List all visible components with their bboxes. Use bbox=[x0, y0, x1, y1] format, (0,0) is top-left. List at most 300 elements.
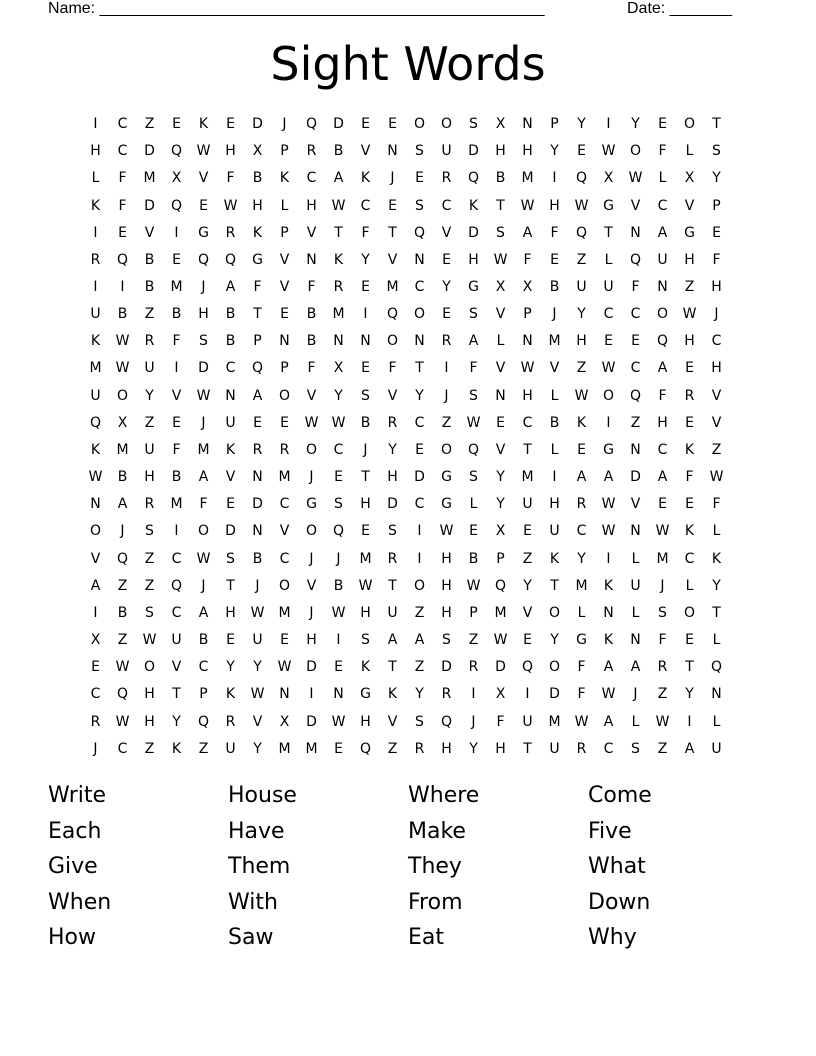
grid-letter[interactable]: R bbox=[306, 143, 317, 160]
grid-letter[interactable]: J bbox=[309, 550, 314, 567]
grid-letter[interactable]: M bbox=[548, 713, 561, 730]
grid-letter[interactable]: H bbox=[468, 251, 479, 268]
grid-letter[interactable]: W bbox=[493, 632, 508, 649]
grid-letter[interactable]: I bbox=[417, 523, 422, 540]
grid-letter[interactable]: B bbox=[171, 306, 182, 323]
grid-letter[interactable]: S bbox=[631, 740, 640, 757]
grid-letter[interactable]: O bbox=[629, 143, 642, 160]
grid-letter[interactable]: E bbox=[172, 251, 181, 268]
grid-letter[interactable]: K bbox=[576, 414, 587, 431]
grid-letter[interactable]: K bbox=[171, 740, 182, 757]
grid-letter[interactable]: Z bbox=[711, 441, 722, 458]
grid-letter[interactable]: M bbox=[116, 441, 129, 458]
grid-letter[interactable]: H bbox=[549, 197, 560, 214]
grid-letter[interactable]: B bbox=[117, 469, 128, 486]
grid-letter[interactable]: C bbox=[198, 659, 209, 676]
grid-letter[interactable]: H bbox=[441, 550, 452, 567]
grid-letter[interactable]: I bbox=[120, 279, 125, 296]
grid-letter[interactable]: P bbox=[496, 550, 505, 567]
grid-letter[interactable]: Z bbox=[414, 604, 425, 621]
grid-letter[interactable]: R bbox=[414, 740, 425, 757]
grid-letter[interactable]: R bbox=[333, 279, 344, 296]
grid-letter[interactable]: U bbox=[549, 523, 560, 540]
grid-letter[interactable]: R bbox=[684, 387, 695, 404]
grid-letter[interactable]: T bbox=[361, 469, 370, 486]
grid-letter[interactable]: C bbox=[414, 414, 425, 431]
grid-letter[interactable]: W bbox=[223, 197, 238, 214]
grid-letter[interactable]: D bbox=[495, 659, 506, 676]
grid-letter[interactable]: Q bbox=[629, 387, 642, 404]
grid-letter[interactable]: Z bbox=[576, 251, 587, 268]
grid-letter[interactable]: H bbox=[90, 143, 101, 160]
grid-letter[interactable]: J bbox=[201, 414, 206, 431]
grid-letter[interactable]: Z bbox=[441, 414, 452, 431]
grid-letter[interactable]: I bbox=[606, 414, 611, 431]
grid-letter[interactable]: C bbox=[414, 279, 425, 296]
grid-letter[interactable]: H bbox=[657, 414, 668, 431]
grid-letter[interactable]: L bbox=[280, 197, 289, 214]
grid-letter[interactable]: H bbox=[198, 306, 209, 323]
name-blank[interactable]: __________________________________________________ bbox=[99, 0, 545, 17]
grid-letter[interactable]: Q bbox=[170, 143, 183, 160]
grid-letter[interactable]: X bbox=[90, 632, 101, 649]
grid-letter[interactable]: L bbox=[712, 523, 721, 540]
grid-letter[interactable]: J bbox=[471, 713, 476, 730]
grid-letter[interactable]: T bbox=[253, 306, 262, 323]
grid-letter[interactable]: C bbox=[279, 550, 290, 567]
grid-letter[interactable]: J bbox=[336, 550, 341, 567]
grid-letter[interactable]: Y bbox=[577, 116, 586, 133]
grid-letter[interactable]: A bbox=[657, 360, 668, 377]
grid-letter[interactable]: F bbox=[631, 279, 640, 296]
grid-letter[interactable]: C bbox=[522, 414, 533, 431]
grid-letter[interactable]: I bbox=[93, 224, 98, 241]
name-field[interactable] bbox=[48, 0, 545, 18]
grid-letter[interactable]: W bbox=[655, 713, 670, 730]
grid-letter[interactable]: W bbox=[304, 414, 319, 431]
grid-letter[interactable]: K bbox=[198, 116, 209, 133]
grid-letter[interactable]: F bbox=[658, 387, 667, 404]
grid-letter[interactable]: T bbox=[523, 740, 532, 757]
grid-letter[interactable]: H bbox=[441, 577, 452, 594]
grid-letter[interactable]: Z bbox=[630, 414, 641, 431]
grid-letter[interactable]: G bbox=[441, 496, 452, 513]
grid-letter[interactable]: U bbox=[387, 604, 398, 621]
grid-letter[interactable]: W bbox=[493, 251, 508, 268]
grid-letter[interactable]: M bbox=[197, 441, 210, 458]
grid-letter[interactable]: E bbox=[334, 740, 343, 757]
grid-letter[interactable]: K bbox=[684, 523, 695, 540]
grid-letter[interactable]: P bbox=[253, 333, 262, 350]
grid-letter[interactable]: J bbox=[93, 740, 98, 757]
grid-letter[interactable]: O bbox=[305, 523, 318, 540]
grid-letter[interactable]: E bbox=[334, 659, 343, 676]
grid-letter[interactable]: M bbox=[332, 306, 345, 323]
grid-letter[interactable]: Q bbox=[521, 659, 534, 676]
grid-letter[interactable]: K bbox=[279, 170, 290, 187]
grid-letter[interactable]: O bbox=[440, 116, 453, 133]
grid-letter[interactable]: W bbox=[601, 523, 616, 540]
grid-letter[interactable]: A bbox=[198, 604, 209, 621]
grid-letter[interactable]: G bbox=[198, 224, 209, 241]
grid-letter[interactable]: Q bbox=[575, 170, 588, 187]
grid-letter[interactable]: U bbox=[171, 632, 182, 649]
grid-letter[interactable]: V bbox=[198, 170, 209, 187]
grid-letter[interactable]: Q bbox=[440, 713, 453, 730]
grid-letter[interactable]: H bbox=[711, 360, 722, 377]
grid-letter[interactable]: J bbox=[714, 306, 719, 323]
grid-letter[interactable]: S bbox=[469, 306, 478, 323]
grid-letter[interactable]: X bbox=[684, 170, 695, 187]
grid-letter[interactable]: H bbox=[225, 604, 236, 621]
grid-letter[interactable]: E bbox=[226, 496, 235, 513]
grid-letter[interactable]: O bbox=[548, 604, 561, 621]
grid-letter[interactable]: S bbox=[145, 523, 154, 540]
grid-letter[interactable]: E bbox=[118, 224, 127, 241]
grid-letter[interactable]: E bbox=[631, 333, 640, 350]
grid-letter[interactable]: B bbox=[549, 279, 560, 296]
grid-letter[interactable]: F bbox=[307, 360, 316, 377]
grid-letter[interactable]: W bbox=[331, 604, 346, 621]
grid-letter[interactable]: O bbox=[197, 523, 210, 540]
grid-letter[interactable]: A bbox=[414, 632, 425, 649]
grid-letter[interactable]: A bbox=[252, 387, 263, 404]
grid-letter[interactable]: B bbox=[171, 469, 182, 486]
grid-letter[interactable]: H bbox=[495, 740, 506, 757]
grid-letter[interactable]: V bbox=[171, 387, 182, 404]
grid-letter[interactable]: I bbox=[93, 279, 98, 296]
grid-letter[interactable]: F bbox=[388, 360, 397, 377]
grid-letter[interactable]: W bbox=[115, 333, 130, 350]
grid-letter[interactable]: V bbox=[711, 414, 722, 431]
grid-letter[interactable]: Q bbox=[467, 170, 480, 187]
grid-letter[interactable]: I bbox=[174, 523, 179, 540]
grid-letter[interactable]: B bbox=[252, 170, 263, 187]
grid-letter[interactable]: U bbox=[630, 577, 641, 594]
grid-letter[interactable]: W bbox=[196, 387, 211, 404]
grid-letter[interactable]: A bbox=[117, 496, 128, 513]
grid-letter[interactable]: K bbox=[603, 632, 614, 649]
grid-letter[interactable]: H bbox=[306, 632, 317, 649]
grid-letter[interactable]: D bbox=[252, 496, 263, 513]
grid-letter[interactable]: R bbox=[468, 659, 479, 676]
grid-letter[interactable]: O bbox=[548, 659, 561, 676]
grid-letter[interactable]: W bbox=[520, 197, 535, 214]
grid-letter[interactable]: Q bbox=[656, 333, 669, 350]
grid-letter[interactable]: X bbox=[495, 523, 506, 540]
grid-letter[interactable]: I bbox=[93, 604, 98, 621]
grid-letter[interactable]: I bbox=[606, 550, 611, 567]
grid-letter[interactable]: Y bbox=[334, 387, 343, 404]
grid-letter[interactable]: D bbox=[306, 713, 317, 730]
grid-letter[interactable]: D bbox=[144, 143, 155, 160]
grid-letter[interactable]: D bbox=[306, 659, 317, 676]
grid-letter[interactable]: E bbox=[361, 279, 370, 296]
grid-letter[interactable]: B bbox=[360, 414, 371, 431]
grid-letter[interactable]: B bbox=[225, 306, 236, 323]
grid-letter[interactable]: W bbox=[574, 197, 589, 214]
grid-letter[interactable]: P bbox=[523, 306, 532, 323]
grid-letter[interactable]: V bbox=[144, 224, 155, 241]
grid-letter[interactable]: L bbox=[550, 441, 559, 458]
grid-letter[interactable]: Q bbox=[116, 251, 129, 268]
grid-letter[interactable]: N bbox=[387, 143, 398, 160]
grid-letter[interactable]: B bbox=[468, 550, 479, 567]
grid-letter[interactable]: H bbox=[684, 251, 695, 268]
grid-letter[interactable]: J bbox=[633, 686, 638, 703]
grid-letter[interactable]: X bbox=[333, 360, 344, 377]
grid-letter[interactable]: H bbox=[576, 333, 587, 350]
grid-letter[interactable]: U bbox=[522, 496, 533, 513]
grid-letter[interactable]: D bbox=[441, 659, 452, 676]
grid-letter[interactable]: G bbox=[576, 632, 587, 649]
grid-letter[interactable]: W bbox=[358, 577, 373, 594]
grid-letter[interactable]: I bbox=[471, 686, 476, 703]
grid-letter[interactable]: V bbox=[279, 279, 290, 296]
grid-letter[interactable]: G bbox=[360, 686, 371, 703]
grid-letter[interactable]: K bbox=[684, 441, 695, 458]
grid-letter[interactable]: D bbox=[468, 224, 479, 241]
grid-letter[interactable]: U bbox=[711, 740, 722, 757]
grid-letter[interactable]: J bbox=[660, 577, 665, 594]
grid-letter[interactable]: T bbox=[388, 577, 397, 594]
grid-letter[interactable]: V bbox=[279, 523, 290, 540]
grid-letter[interactable]: X bbox=[603, 170, 614, 187]
grid-letter[interactable]: R bbox=[576, 496, 587, 513]
date-blank[interactable]: _______ bbox=[669, 0, 732, 17]
grid-letter[interactable]: K bbox=[90, 441, 101, 458]
grid-letter[interactable]: G bbox=[603, 197, 614, 214]
grid-letter[interactable]: S bbox=[388, 523, 397, 540]
grid-letter[interactable]: N bbox=[522, 116, 533, 133]
grid-letter[interactable]: Q bbox=[116, 550, 129, 567]
grid-letter[interactable]: U bbox=[603, 279, 614, 296]
grid-letter[interactable]: W bbox=[331, 414, 346, 431]
grid-letter[interactable]: E bbox=[685, 360, 694, 377]
grid-letter[interactable]: G bbox=[603, 441, 614, 458]
grid-letter[interactable]: U bbox=[225, 740, 236, 757]
grid-letter[interactable]: X bbox=[495, 116, 506, 133]
grid-letter[interactable]: U bbox=[90, 387, 101, 404]
grid-letter[interactable]: O bbox=[656, 306, 669, 323]
grid-letter[interactable]: E bbox=[469, 523, 478, 540]
grid-letter[interactable]: O bbox=[413, 116, 426, 133]
grid-letter[interactable]: U bbox=[441, 143, 452, 160]
grid-letter[interactable]: V bbox=[630, 197, 641, 214]
grid-letter[interactable]: Q bbox=[413, 224, 426, 241]
grid-letter[interactable]: C bbox=[117, 116, 128, 133]
grid-letter[interactable]: V bbox=[171, 659, 182, 676]
grid-letter[interactable]: W bbox=[142, 632, 157, 649]
grid-letter[interactable]: N bbox=[414, 333, 425, 350]
grid-letter[interactable]: C bbox=[657, 441, 668, 458]
grid-letter[interactable]: V bbox=[387, 387, 398, 404]
grid-letter[interactable]: W bbox=[196, 143, 211, 160]
grid-letter[interactable]: W bbox=[196, 550, 211, 567]
grid-letter[interactable]: X bbox=[171, 170, 182, 187]
grid-letter[interactable]: E bbox=[280, 632, 289, 649]
grid-letter[interactable]: E bbox=[361, 523, 370, 540]
grid-letter[interactable]: Q bbox=[710, 659, 723, 676]
grid-letter[interactable]: N bbox=[711, 686, 722, 703]
grid-letter[interactable]: U bbox=[576, 279, 587, 296]
grid-letter[interactable]: M bbox=[278, 740, 291, 757]
grid-letter[interactable]: F bbox=[550, 224, 559, 241]
grid-letter[interactable]: Y bbox=[172, 713, 181, 730]
grid-letter[interactable]: R bbox=[225, 713, 236, 730]
grid-letter[interactable]: V bbox=[90, 550, 101, 567]
grid-letter[interactable]: J bbox=[309, 604, 314, 621]
grid-letter[interactable]: J bbox=[309, 469, 314, 486]
grid-letter[interactable]: H bbox=[360, 496, 371, 513]
grid-letter[interactable]: M bbox=[359, 550, 372, 567]
grid-letter[interactable]: Z bbox=[198, 740, 209, 757]
grid-letter[interactable]: R bbox=[657, 659, 668, 676]
grid-letter[interactable]: Q bbox=[575, 224, 588, 241]
grid-letter[interactable]: R bbox=[144, 496, 155, 513]
grid-letter[interactable]: X bbox=[279, 713, 290, 730]
grid-letter[interactable]: L bbox=[469, 496, 478, 513]
grid-letter[interactable]: Q bbox=[629, 251, 642, 268]
grid-letter[interactable]: E bbox=[442, 306, 451, 323]
grid-letter[interactable]: D bbox=[252, 116, 263, 133]
grid-letter[interactable]: E bbox=[388, 197, 397, 214]
grid-letter[interactable]: W bbox=[88, 469, 103, 486]
grid-letter[interactable]: C bbox=[117, 143, 128, 160]
grid-letter[interactable]: H bbox=[225, 143, 236, 160]
grid-letter[interactable]: C bbox=[441, 197, 452, 214]
grid-letter[interactable]: L bbox=[631, 604, 640, 621]
grid-letter[interactable]: I bbox=[417, 550, 422, 567]
grid-letter[interactable]: N bbox=[630, 523, 641, 540]
grid-letter[interactable]: O bbox=[683, 604, 696, 621]
grid-letter[interactable]: B bbox=[117, 306, 128, 323]
grid-letter[interactable]: Y bbox=[685, 686, 694, 703]
grid-letter[interactable]: I bbox=[174, 360, 179, 377]
grid-letter[interactable]: L bbox=[712, 632, 721, 649]
grid-letter[interactable]: F bbox=[172, 333, 181, 350]
grid-letter[interactable]: M bbox=[170, 279, 183, 296]
grid-letter[interactable]: R bbox=[90, 713, 101, 730]
grid-letter[interactable]: V bbox=[495, 441, 506, 458]
grid-letter[interactable]: A bbox=[576, 469, 587, 486]
grid-letter[interactable]: D bbox=[630, 469, 641, 486]
grid-letter[interactable]: F bbox=[469, 360, 478, 377]
grid-letter[interactable]: H bbox=[549, 496, 560, 513]
grid-letter[interactable]: Y bbox=[226, 659, 235, 676]
grid-letter[interactable]: P bbox=[550, 116, 559, 133]
grid-letter[interactable]: K bbox=[90, 197, 101, 214]
grid-letter[interactable]: Q bbox=[89, 414, 102, 431]
grid-letter[interactable]: P bbox=[712, 197, 721, 214]
grid-letter[interactable]: A bbox=[684, 740, 695, 757]
grid-letter[interactable]: T bbox=[226, 577, 235, 594]
grid-letter[interactable]: W bbox=[655, 523, 670, 540]
grid-letter[interactable]: L bbox=[91, 170, 100, 187]
grid-letter[interactable]: Y bbox=[550, 143, 559, 160]
grid-letter[interactable]: Y bbox=[361, 251, 370, 268]
grid-letter[interactable]: E bbox=[577, 143, 586, 160]
grid-letter[interactable]: E bbox=[91, 659, 100, 676]
grid-letter[interactable]: E bbox=[280, 306, 289, 323]
grid-letter[interactable]: R bbox=[90, 251, 101, 268]
grid-letter[interactable]: A bbox=[630, 659, 641, 676]
grid-letter[interactable]: C bbox=[225, 360, 236, 377]
grid-letter[interactable]: K bbox=[90, 333, 101, 350]
grid-letter[interactable]: S bbox=[442, 632, 451, 649]
grid-letter[interactable]: N bbox=[252, 469, 263, 486]
grid-letter[interactable]: D bbox=[198, 360, 209, 377]
grid-letter[interactable]: A bbox=[225, 279, 236, 296]
grid-letter[interactable]: Q bbox=[305, 116, 318, 133]
grid-letter[interactable]: R bbox=[387, 550, 398, 567]
grid-letter[interactable]: L bbox=[550, 387, 559, 404]
grid-letter[interactable]: E bbox=[496, 414, 505, 431]
grid-letter[interactable]: F bbox=[685, 469, 694, 486]
grid-letter[interactable]: F bbox=[307, 279, 316, 296]
grid-letter[interactable]: R bbox=[576, 740, 587, 757]
grid-letter[interactable]: H bbox=[522, 387, 533, 404]
grid-letter[interactable]: V bbox=[630, 496, 641, 513]
grid-letter[interactable]: W bbox=[574, 387, 589, 404]
grid-letter[interactable]: E bbox=[199, 197, 208, 214]
grid-letter[interactable]: H bbox=[360, 713, 371, 730]
grid-letter[interactable]: M bbox=[494, 604, 507, 621]
grid-letter[interactable]: E bbox=[604, 333, 613, 350]
grid-letter[interactable]: Y bbox=[442, 279, 451, 296]
grid-letter[interactable]: Y bbox=[712, 577, 721, 594]
grid-letter[interactable]: W bbox=[115, 360, 130, 377]
grid-letter[interactable]: R bbox=[441, 686, 452, 703]
grid-letter[interactable]: N bbox=[333, 333, 344, 350]
grid-letter[interactable]: E bbox=[712, 224, 721, 241]
grid-letter[interactable]: B bbox=[549, 414, 560, 431]
grid-letter[interactable]: M bbox=[278, 469, 291, 486]
grid-letter[interactable]: V bbox=[441, 224, 452, 241]
grid-letter[interactable]: H bbox=[711, 279, 722, 296]
grid-letter[interactable]: Q bbox=[332, 523, 345, 540]
grid-letter[interactable]: Z bbox=[144, 577, 155, 594]
grid-letter[interactable]: F bbox=[253, 279, 262, 296]
grid-letter[interactable]: T bbox=[712, 116, 721, 133]
grid-letter[interactable]: T bbox=[334, 224, 343, 241]
grid-letter[interactable]: W bbox=[574, 713, 589, 730]
grid-letter[interactable]: C bbox=[90, 686, 101, 703]
grid-letter[interactable]: Q bbox=[386, 306, 399, 323]
grid-letter[interactable]: Y bbox=[550, 632, 559, 649]
grid-letter[interactable]: T bbox=[550, 577, 559, 594]
grid-letter[interactable]: F bbox=[199, 496, 208, 513]
grid-letter[interactable]: E bbox=[685, 632, 694, 649]
grid-letter[interactable]: W bbox=[277, 659, 292, 676]
grid-letter[interactable]: Y bbox=[145, 387, 154, 404]
grid-letter[interactable]: F bbox=[658, 143, 667, 160]
grid-letter[interactable]: C bbox=[333, 441, 344, 458]
grid-letter[interactable]: S bbox=[712, 143, 721, 160]
grid-letter[interactable]: Q bbox=[224, 251, 237, 268]
grid-letter[interactable]: B bbox=[495, 170, 506, 187]
grid-letter[interactable]: S bbox=[199, 333, 208, 350]
grid-letter[interactable]: Z bbox=[657, 740, 668, 757]
grid-letter[interactable]: Y bbox=[712, 170, 721, 187]
grid-letter[interactable]: B bbox=[198, 632, 209, 649]
grid-letter[interactable]: D bbox=[549, 686, 560, 703]
grid-letter[interactable]: M bbox=[548, 333, 561, 350]
grid-letter[interactable]: M bbox=[278, 604, 291, 621]
grid-letter[interactable]: N bbox=[603, 604, 614, 621]
grid-letter[interactable]: W bbox=[682, 306, 697, 323]
grid-letter[interactable]: E bbox=[415, 170, 424, 187]
